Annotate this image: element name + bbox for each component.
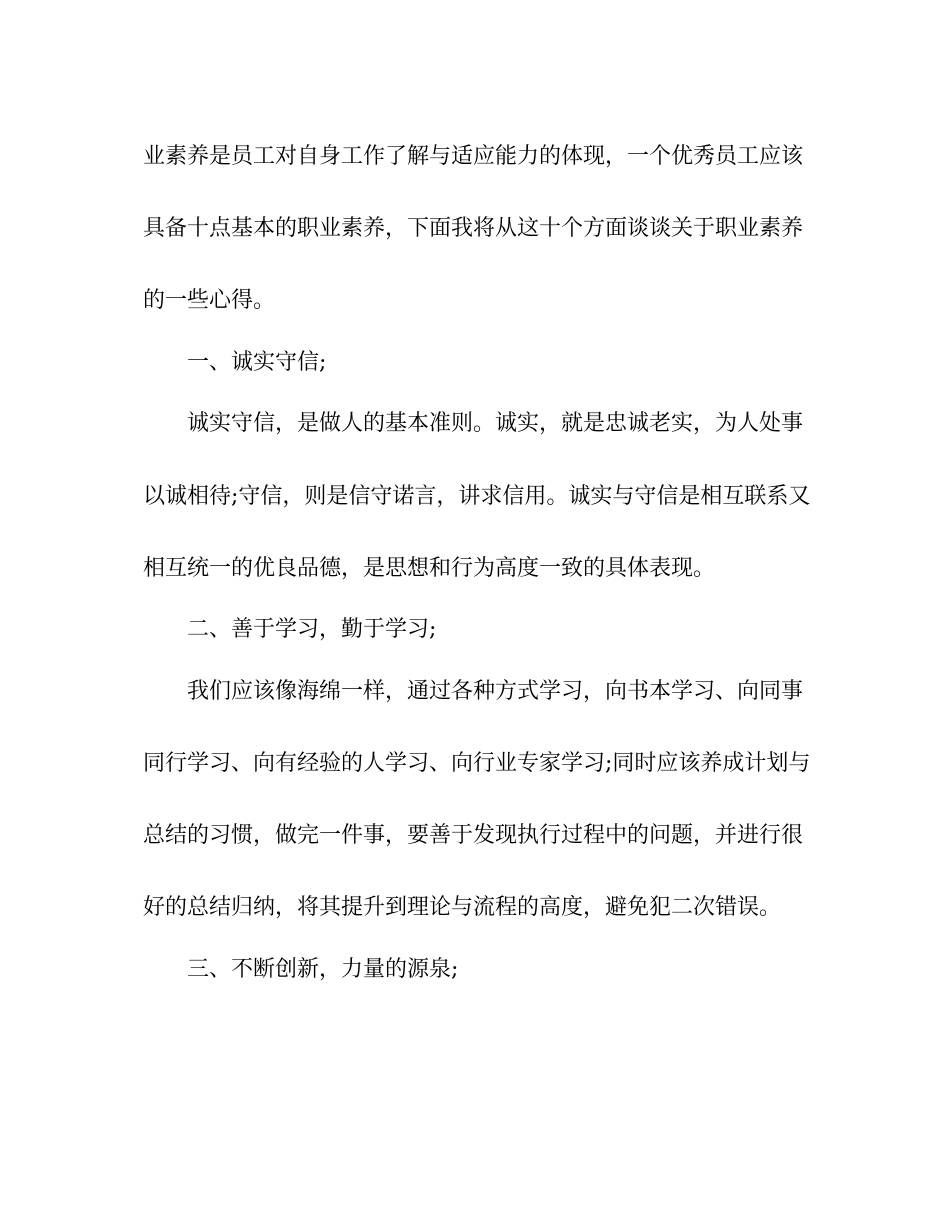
paragraph-line: 具备十点基本的职业素养，下面我将从这十个方面谈谈关于职业素养 [143, 216, 804, 241]
paragraph-line: 同行学习、向有经验的人学习、向行业专家学习;同时应该养成计划与 [143, 751, 811, 776]
paragraph-line: 总结的习惯，做完一件事，要善于发现执行过程中的问题，并进行很 [143, 823, 804, 848]
paragraph-line: 诚实守信，是做人的基本准则。诚实，就是忠诚老实，为人处事 [187, 411, 804, 436]
paragraph-line: 业素养是员工对自身工作了解与适应能力的体现，一个优秀员工应该 [143, 144, 804, 169]
section-heading: 二、善于学习，勤于学习; [187, 617, 437, 642]
section-heading: 一、诚实守信; [187, 350, 327, 375]
paragraph-line: 的一些心得。 [143, 288, 276, 313]
paragraph-line: 以诚相待;守信，则是信守诺言，讲求信用。诚实与守信是相互联系又 [143, 484, 811, 509]
paragraph-line: 相互统一的优良品德，是思想和行为高度一致的具体表现。 [143, 556, 716, 581]
section-heading: 三、不断创新，力量的源泉; [187, 957, 459, 982]
paragraph-line: 我们应该像海绵一样，通过各种方式学习，向书本学习、向同事 [187, 679, 804, 704]
paragraph-line: 好的总结归纳，将其提升到理论与流程的高度，避免犯二次错误。 [143, 895, 782, 920]
